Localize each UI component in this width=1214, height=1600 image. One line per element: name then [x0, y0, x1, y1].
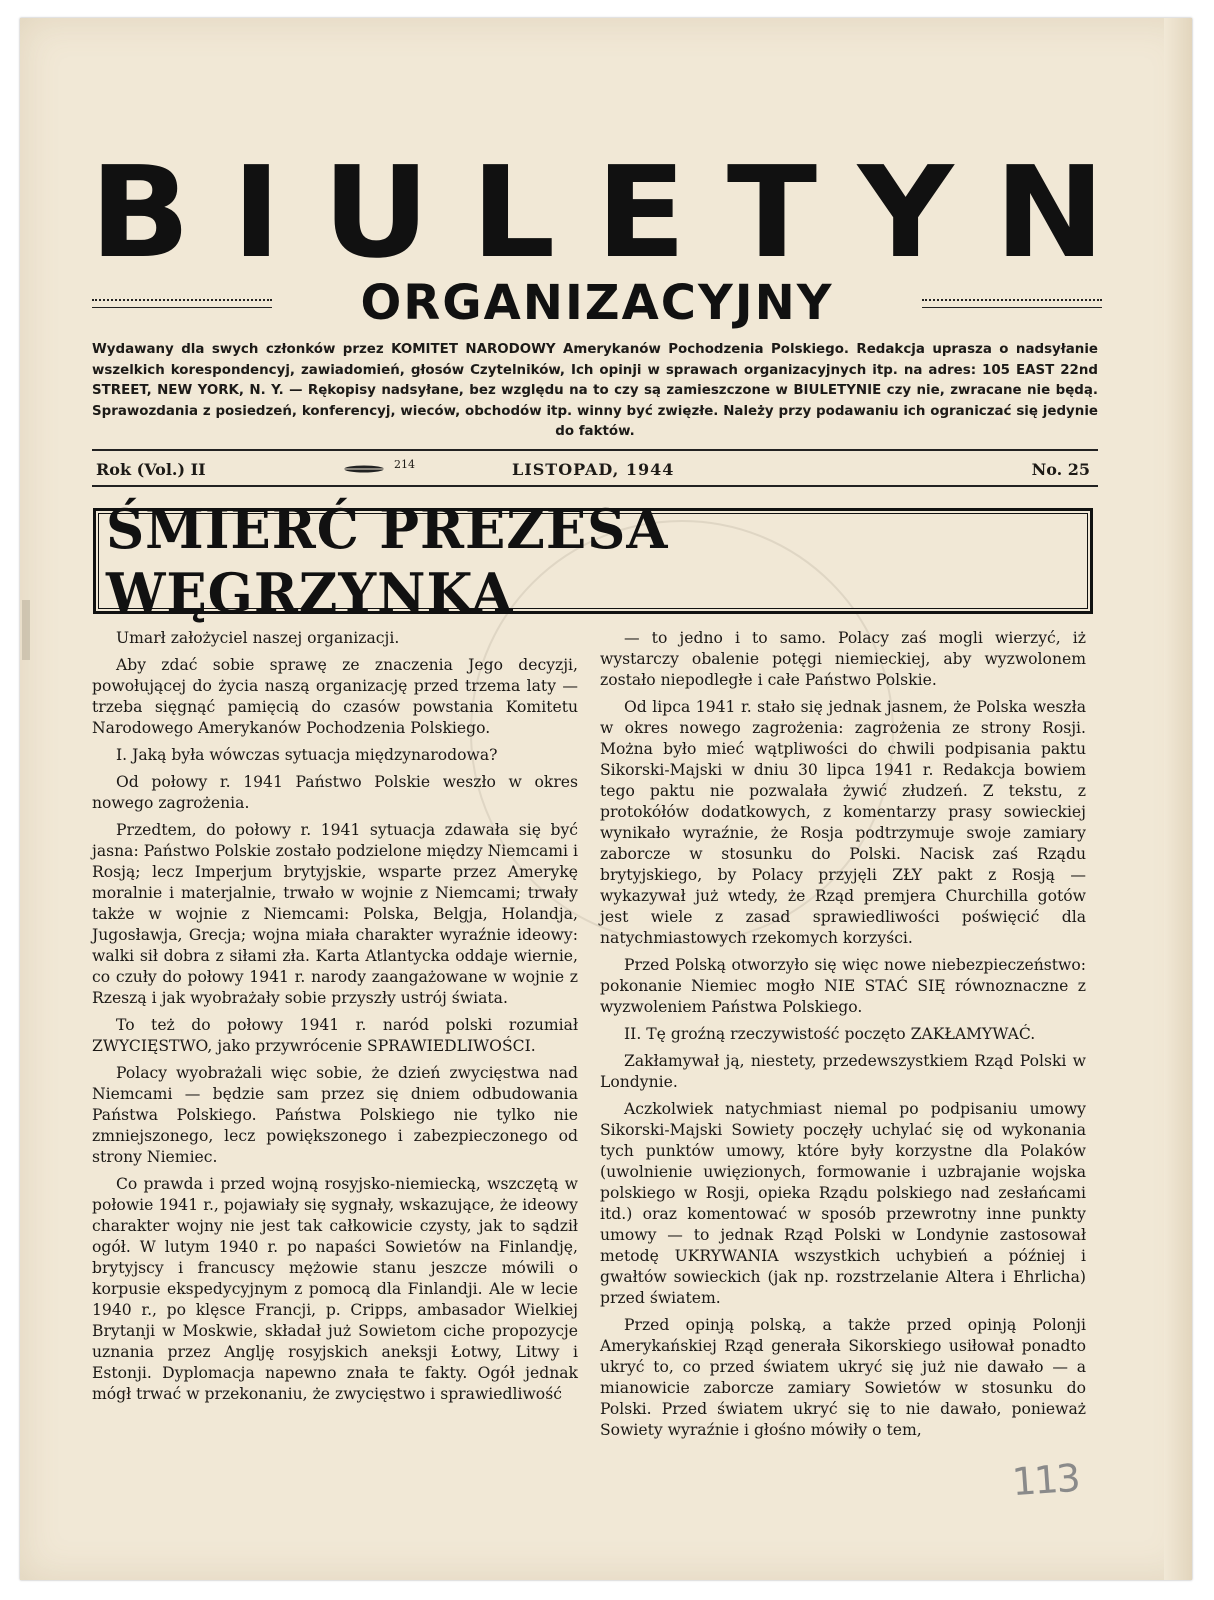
- ornament-icon: [342, 464, 386, 474]
- masthead-letter: I: [231, 139, 282, 286]
- ornament-rule-left: [92, 299, 272, 308]
- paragraph: Aby zdać sobie sprawę ze znaczenia Jego decyzji, powołującej do życia naszą organizację przed trzema laty — trzeba sięgnąć pamięcią do czasów powstania Komitetu Narodowego Amerykanów Pochodzenia Polskiego.: [92, 656, 578, 737]
- paper-edge: [1164, 18, 1192, 1580]
- masthead-title: [89, 139, 1105, 286]
- paragraph: Zakłamywał ją, niestety, przedewszystkiem Rząd Polski w Londynie.: [600, 1052, 1086, 1091]
- handwritten-page-number: 113: [1010, 1455, 1080, 1505]
- article-column-right: [600, 628, 1086, 1447]
- paragraph: I. Jaką była wówczas sytuacja międzynarodowa?: [116, 746, 498, 764]
- paragraph: Umarł założyciel naszej organizacji.: [116, 629, 400, 647]
- paragraph: II. Tę groźną rzeczywistość poczęto ZAKŁAMYWAĆ.: [624, 1025, 1036, 1043]
- issue-line: [92, 457, 1098, 483]
- volume-label: Rok (Vol.) II: [96, 460, 206, 479]
- masthead-letter: B: [89, 139, 191, 286]
- headline-frame: [93, 497, 1093, 625]
- page-number: 214: [394, 458, 415, 471]
- subtitle-row: [92, 275, 1102, 331]
- masthead-letter: T: [726, 139, 818, 286]
- paragraph: To też do połowy 1941 r. naród polski rozumiał ZWYCIĘSTWO, jako przywrócenie SPRAWIEDLIWOŚCI.: [92, 1016, 578, 1055]
- paragraph: Przed opinją polską, a także przed opinją Polonji Amerykańskiej Rząd generała Sikorskiego usiłował ponadto ukryć to, co przed światem ukryć się już nie dawało — a mianowicie zaborcze zamiary Sowietów w stosunku do Polski. Przed światem ukryć się to nie dawało, ponieważ Sowiety wyraźnie i głośno mówiły o tem,: [600, 1316, 1086, 1439]
- divider-top: [92, 449, 1098, 451]
- masthead-letter: L: [470, 139, 555, 286]
- ornament-rule-right: [922, 299, 1102, 308]
- paragraph: Przed Polską otworzyło się więc nowe niebezpieczeństwo: pokonanie Niemiec mogło NIE STAĆ SIĘ równoznaczne z wyzwoleniem Państwa Polskiego.: [600, 956, 1086, 1016]
- divider-bottom: [92, 485, 1098, 487]
- masthead-letter: Y: [857, 139, 954, 286]
- masthead-letter: E: [595, 139, 687, 286]
- paragraph: — to jedno i to samo. Polacy zaś mogli wierzyć, iż wystarczy obalenie potęgi niemieckiej, aby wyzwolonem zostało niepodległe i całe Państwo Polskie.: [600, 629, 1086, 689]
- masthead-letter: U: [322, 139, 431, 286]
- article-headline: ŚMIERĆ PREZESA WĘGRZYNKA: [105, 497, 669, 625]
- paragraph: Od połowy r. 1941 Państwo Polskie weszło w okres nowego zagrożenia.: [92, 773, 578, 812]
- masthead-letter: N: [993, 139, 1105, 286]
- issue-number: No. 25: [1031, 460, 1090, 479]
- paragraph: Od lipca 1941 r. stało się jednak jasnem, że Polska weszła w okres nowego zagrożenia: zagrożenia ze strony Rosji. Można było mieć wątpliwości do chwili podpisania paktu Sikorski-Majski w dniu 30 lipca 1941 r. Redakcja bowiem tego paktu nie pozwalała żywić złudzeń. Z tekstu, z protokółów dodatkowych, z komentarzy prasy sowieckiej wynikało wyraźnie, że Rosja podtrzymuje swoje zamiary zaborcze w stosunku do Polski. Nacisk zaś Rządu brytyjskiego, by Polacy przyjęli ZŁY pakt z Rosją — wykazywał już wtedy, że Rząd premjera Churchilla gotów jest wiele z zasad sprawiedliwości poświęcić dla natychmiastowych rzekomych korzyści.: [600, 698, 1086, 947]
- binding-mark: [22, 600, 30, 660]
- paragraph: Aczkolwiek natychmiast niemal po podpisaniu umowy Sikorski-Majski Sowiety poczęły uchylać się od wykonania tych punktów umowy, które były korzystne dla Polaków (uwolnienie uwięzionych, formowanie i uzbrajanie wojska polskiego w Rosji, opieka Rządu polskiego nad zesłańcami itd.) oraz komentować w sposób przewrotny inne punkty umowy — to jednak Rząd Polski w Londynie zastosował metodę UKRYWANIA wszystkich uchybień a później i gwałtów sowieckich (jak np. rozstrzelanie Altera i Ehrlicha) przed światem.: [600, 1100, 1086, 1307]
- publisher-notice: Wydawany dla swych członków przez KOMITET NARODOWY Amerykanów Pochodzenia Polskiego. Redakcja uprasza o nadsyłanie wszelkich korespondencyj, zawiadomień, głosów Czytelników, Ich opinji w sprawach organizacyjnych itp. na adres: 105 EAST 22nd STREET, NEW YORK, N. Y. — Rękopisy nadsyłane, bez względu na to czy są zamieszczone w BIULETYNIE czy nie, zwracane nie będą. Sprawozdania z posiedzeń, konferencyj, wieców, obchodów itp. winny być zwięzłe. Należy przy podawaniu ich ograniczać się jedynie do faktów.: [92, 342, 1098, 439]
- paragraph: Co prawda i przed wojną rosyjsko-niemiecką, wszczętą w połowie 1941 r., pojawiały się sygnały, wskazujące, że ideowy charakter wojny nie jest tak całkowicie czysty, jak to sądził ogół. W lutym 1940 r. po napaści Sowietów na Finlandję, brytyjscy i francuscy mężowie stanu jeszcze mówili o korpusie ekspedycyjnym z pomocą dla Finlandji. Ale w lecie 1940 r., po klęsce Francji, p. Cripps, ambasador Wielkiej Brytanji w Moskwie, składał już Sowietom ciche propozycje uznania przez Anglję rosyjskich aneksji Łotwy, Litwy i Estonji. Dyplomacja napewno znała te fakty. Ogół jednak mógł trwać w przekonaniu, że zwycięstwo i sprawiedliwość: [92, 1175, 578, 1403]
- issue-date: LISTOPAD, 1944: [512, 460, 675, 479]
- masthead-subtitle: ORGANIZACYJNY: [360, 275, 834, 331]
- paragraph: Polacy wyobrażali więc sobie, że dzień zwycięstwa nad Niemcami — będzie sam przez się dniem odbudowania Państwa Polskiego. Państwa Polskiego nie tylko nie zmniejszonego, lecz powiększonego i zabezpieczonego od strony Niemiec.: [92, 1064, 578, 1166]
- paragraph: Przedtem, do połowy r. 1941 sytuacja zdawała się być jasna: Państwo Polskie zostało podzielone między Niemcami i Rosją; lecz Imperjum brytyjskie, wsparte przez Amerykę moralnie i materjalnie, trwało w wojnie z Niemcami; trwały także w wojnie z Niemcami: Polska, Belgja, Holandja, Jugosławja, Grecja; wojna miała charakter wyraźnie ideowy: walki sił dobra z siłami zła. Karta Atlantycka oddaje wiernie, co czuły do połowy 1941 r. narody zaangażowane w wojnie z Rzeszą i jak wyobrażały sobie przyszły ustrój świata.: [92, 821, 578, 1007]
- article-column-left: [92, 628, 578, 1411]
